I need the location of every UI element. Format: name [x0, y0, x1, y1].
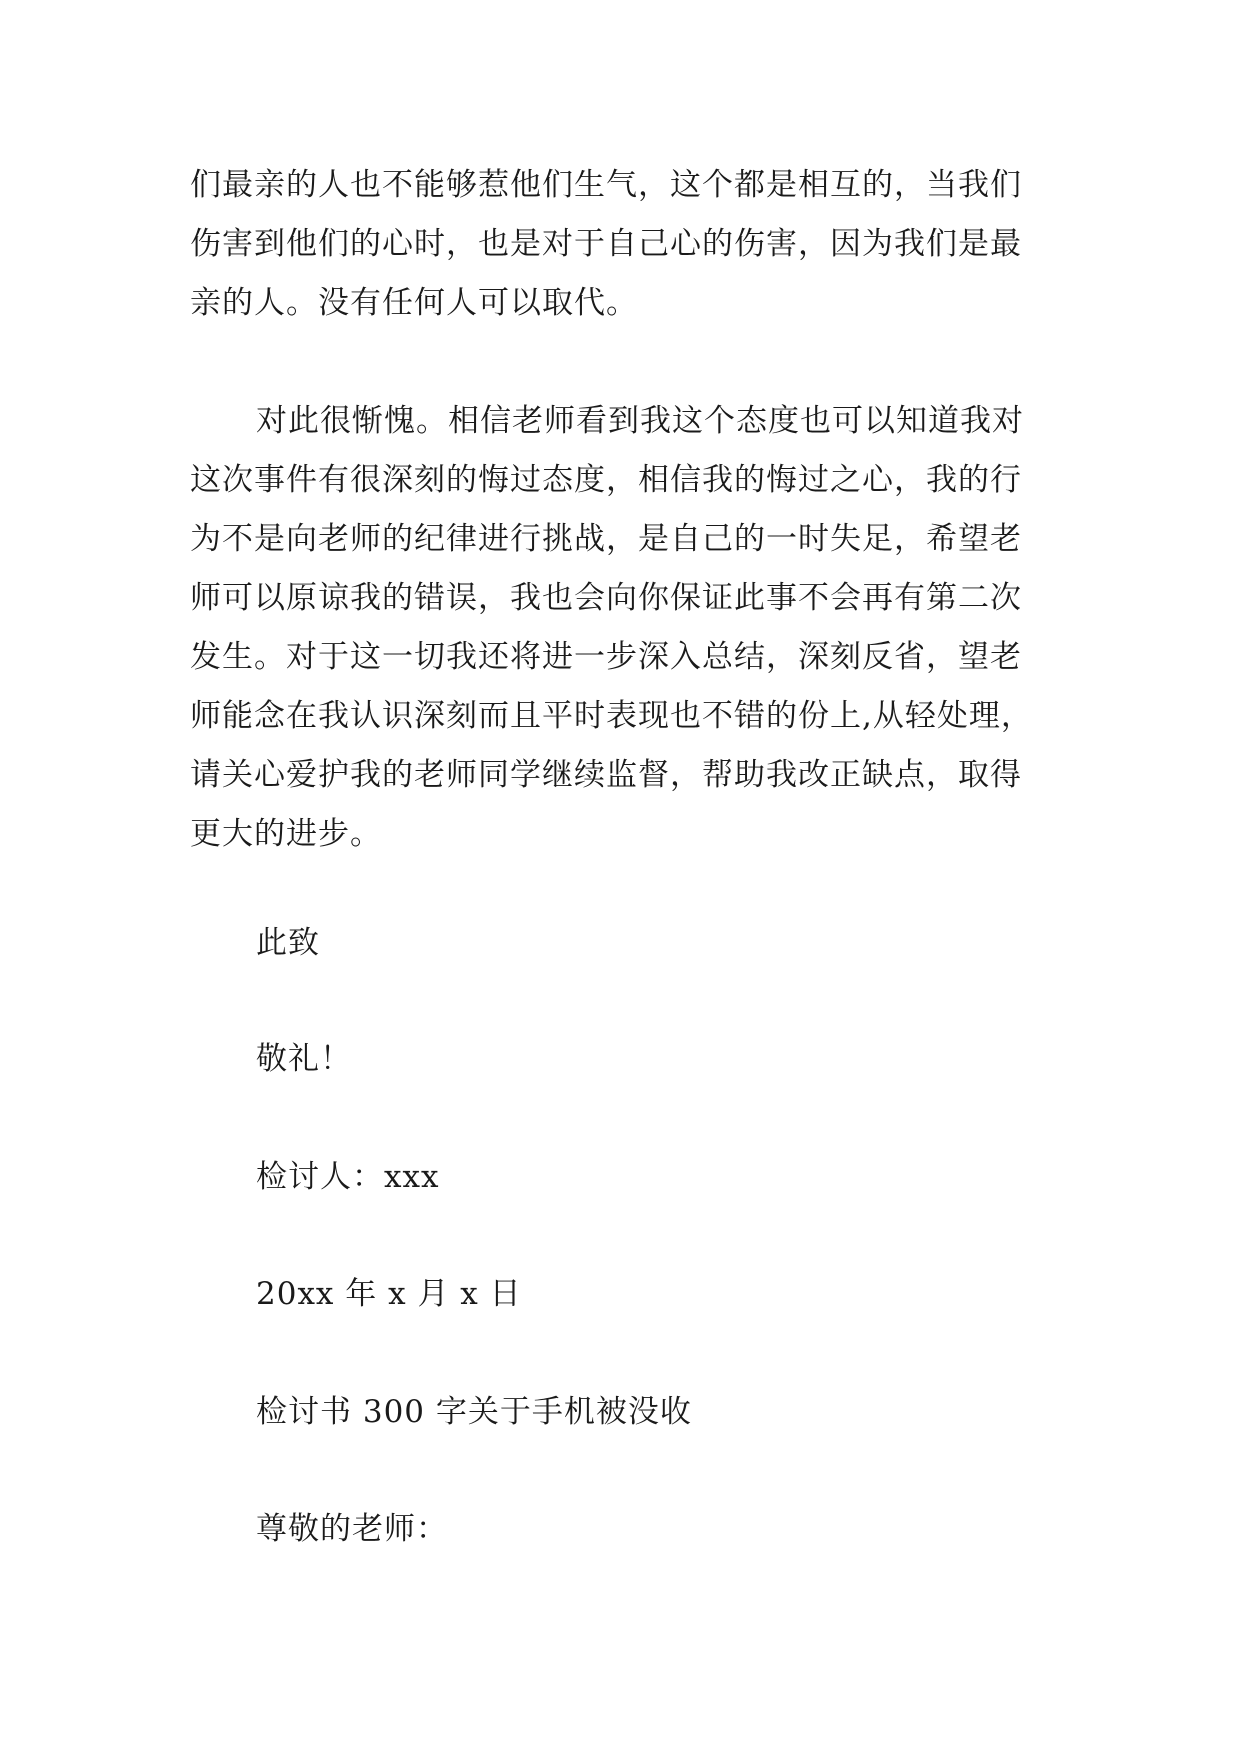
paragraph-line: 发生。对于这一切我还将进一步深入总结，深刻反省，望老 — [190, 639, 1022, 675]
next-document-title: 检讨书 300 字关于手机被没收 — [256, 1394, 692, 1430]
paragraph-line: 更大的进步。 — [190, 816, 382, 852]
closing-salute: 敬礼！ — [256, 1041, 352, 1077]
paragraph-line: 对此很惭愧。相信老师看到我这个态度也可以知道我对 — [256, 403, 1024, 439]
salutation: 尊敬的老师： — [256, 1511, 448, 1547]
paragraph-line: 亲的人。没有任何人可以取代。 — [190, 285, 638, 321]
signer-line: 检讨人：xxx — [256, 1159, 440, 1195]
paragraph-line: 师可以原谅我的错误，我也会向你保证此事不会再有第二次 — [190, 580, 1022, 616]
paragraph-continuation — [190, 156, 1062, 333]
paragraph-line: 师能念在我认识深刻而且平时表现也不错的份上,从轻处理， — [190, 698, 1033, 734]
paragraph-line: 这次事件有很深刻的悔过态度，相信我的悔过之心，我的行 — [190, 462, 1022, 498]
paragraph-apology — [190, 392, 1062, 864]
paragraph-line: 伤害到他们的心时，也是对于自己心的伤害，因为我们是最 — [190, 226, 1022, 262]
paragraph-line: 为不是向老师的纪律进行挑战，是自己的一时失足，希望老 — [190, 521, 1022, 557]
date-line: 20xx 年 x 月 x 日 — [256, 1276, 522, 1312]
closing-phrase: 此致 — [256, 925, 320, 961]
paragraph-line: 们最亲的人也不能够惹他们生气，这个都是相互的，当我们 — [190, 167, 1022, 203]
paragraph-line: 请关心爱护我的老师同学继续监督，帮助我改正缺点，取得 — [190, 757, 1022, 793]
